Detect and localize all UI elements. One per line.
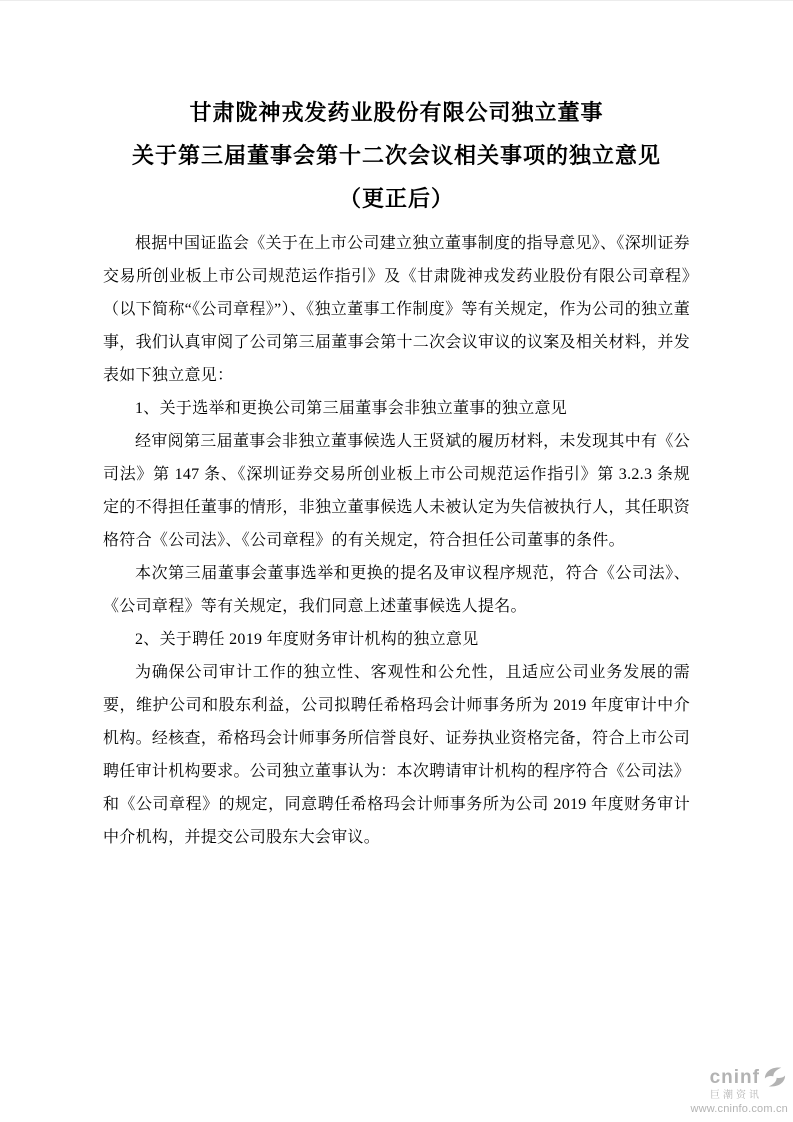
title-line-revision: （更正后） xyxy=(338,186,454,211)
section-heading-2: 2、关于聘任 2019 年度财务审计机构的独立意见 xyxy=(135,631,479,648)
document-body xyxy=(103,227,707,854)
title-line-subject: 关于第三届董事会第十二次会议相关事项的独立意见 xyxy=(131,143,661,168)
cninfo-chinese-name: 巨潮资讯 xyxy=(710,1089,762,1101)
cninfo-url: www.cninfo.com.cn xyxy=(690,1102,788,1115)
document-title xyxy=(103,91,690,220)
cninfo-brand-text: cninf xyxy=(709,1066,760,1088)
title-line-company: 甘肃陇神戎发药业股份有限公司独立董事 xyxy=(189,100,604,125)
paragraph-section1-opinion: 经审阅第三届董事会非独立董事候选人王贤斌的履历材料，未发现其中有《公司法》第 147 条、《深圳证券交易所创业板上市公司规范运作指引》第 3.2.3 条规定的不得担任董事的情形，非独立董事候选人未被认定为失信被执行人，其任职资格符合《公司法》、《公司章程》的有关规定，符合担任公司董事的条件。 xyxy=(103,433,690,549)
paragraph-intro: 根据中国证监会《关于在上市公司建立独立董事制度的指导意见》、《深圳证券交易所创业板上市公司规范运作指引》及《甘肃陇神戎发药业股份有限公司章程》 （以下简称“《公司章程》”）、《独立董事工作制度》等有关规定，作为公司的独立董事，我们认真审阅了公司第三届董事会第十二次会议审议的议案及相关材料，并发表如下独立意见： xyxy=(103,235,707,384)
section-heading-1: 1、关于选举和更换公司第三届董事会非独立董事的独立意见 xyxy=(135,400,568,417)
paragraph-section1-conclusion: 本次第三届董事会董事选举和更换的提名及审议程序规范，符合《公司法》、《公司章程》等有关规定，我们同意上述董事候选人提名。 xyxy=(103,565,690,615)
cninfo-watermark xyxy=(690,1067,788,1115)
paragraph-section2-opinion: 为确保公司审计工作的独立性、客观性和公允性，且适应公司业务发展的需要，维护公司和股东利益，公司拟聘任希格玛会计师事务所为 2019 年度审计中介机构。经核查，希格玛会计师事务所信誉良好、证券执业资格完备，符合上市公司聘任审计机构要求。公司独立董事认为：本次聘请审计机构的程序符合《公司法》和《公司章程》的规定，同意聘任希格玛会计师事务所为公司 2019 年度财务审计中介机构，并提交公司股东大会审议。 xyxy=(103,664,690,846)
cninfo-brand-row xyxy=(690,1067,788,1089)
cninfo-swirl-icon xyxy=(762,1065,788,1089)
